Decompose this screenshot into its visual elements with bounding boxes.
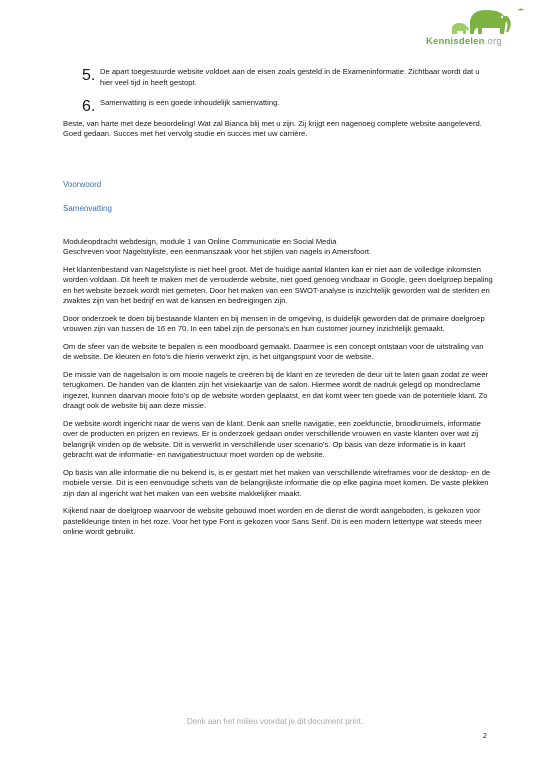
elephant-icon — [412, 6, 530, 40]
paragraph: Om de sfeer van de website te bepalen is een moodboard gemaakt. Daarmee is een concept ontstaan voor de uitstraling van de website. De kleuren en foto's die hierin verwerkt zijn, is het uitgangspunt voor de website. — [63, 341, 484, 361]
closing-remark: Beste, van harte met deze beoordeling! Wat zal Bianca blij met u zijn. Zij krijgt een nagenoeg complete website aangeleverd. Goed gedaan. Succes met het vervolg studie en succes met uw carrière. — [63, 118, 482, 138]
paragraph: De missie van de nagelsalon is om mooie nagels te creëren bij de klant en ze tevreden de deur uit te laten gaan zodat ze weer terugkomen. De handen van de klanten zijn het visiekaartje van de salon. Hiermee wordt de nadruk gelegd op mondreclame ingezet, kunnen daarvan mooie foto's op de website worden geplaatst, en dat komt weer ten goede van de potentiele klant. Zo draagt ook de website bij aan deze missie. — [63, 369, 489, 410]
paragraph: De website wordt ingericht naar de wens van de klant. Denk aan snelle navigatie, een zoekfunctie, broodkruimels, informatie over de producten en prijzen en reviews. Er is onderzoek gedaan onder verschillende vrouwen en vaste klanten over wat zij belangrijk vinden op de website. Dit is verwerkt in verschillende user scenario's. Op basis van deze informatie is in kaart gebracht wat de informatie- en navigatiestructuur moet worden op de website. — [63, 418, 481, 459]
paragraph: Het klantenbestand van Nagelstyliste is niet heel groot. Met de huidige aantal klanten kan er niet aan de volledige inkomsten worden voldaan. Dit heeft te maken met de verouderde website, niet goed genoeg vindbaar in Google, geen doelgroep bepaling en het website bezoek wordt niet gemeten. Door het maken van een SWOT-analyse is inzichtelijk geworden wat de sterkten en zwaktes zijn van het bedrijf en wat de kansen en bedreigingen zijn. — [63, 264, 493, 305]
page-number: 2 — [482, 731, 487, 740]
footer-note: Denk aan het milieu voordat je dit document print. — [186, 717, 364, 726]
kennisdelen-logo — [412, 6, 530, 50]
logo-wordmark: Kennisdelen.org — [426, 36, 502, 47]
heading-voorwoord: Voorwoord — [63, 179, 102, 189]
paragraph: Door onderzoek te doen bij bestaande klanten en bij mensen in de omgeving, is duidelijk geworden dat de primaire doelgroep vrouwen zijn van tussen de 16 en 70. In een tabel zijn de persona's en hun customer journey inzichtelijk gemaakt. — [63, 313, 485, 333]
intro-block — [63, 237, 493, 258]
intro-line: Moduleopdracht webdesign, module 1 van Online Communicatie en Social Media — [63, 236, 337, 246]
list-number: 6. — [82, 98, 96, 115]
intro-line: Geschreven voor Nagelstyliste, een eenmanszaak voor het stijlen van nagels in Amersfoort. — [63, 247, 372, 256]
list-item — [82, 98, 493, 115]
list-item-text: Samenvatting is een goede inhoudelijk samenvatting. — [100, 98, 280, 107]
list-item — [82, 67, 493, 88]
paragraph: Op basis van alle informatie die nu bekend is, is er gestart met het maken van verschillende wireframes voor de desktop- en de mobiele versie. Dit is een eenvoudige schets van de belangrijkste informatie die op elke pagina moet komen. De vaste plekken zijn dan al ingericht wat het maken van een website makkelijker maakt. — [63, 467, 491, 498]
heading-samenvatting: Samenvatting — [63, 204, 112, 213]
document-body — [63, 67, 493, 545]
list-number: 5. — [82, 67, 96, 84]
paragraph: Kijkend naar de doelgroep waarvoor de website gebouwd moet worden en de dienst die wordt aangeboden, is gekozen voor pastelkleurige tinten in het roze. Voor het type Font is gekozen voor Sans Serif. Dit is een modern lettertype wat steeds meer online wordt gebruikt. — [63, 506, 482, 536]
list-item-text: De apart toegestuurde website voldoet aan de eisen zoals gesteld in de Exameninformatie. Zichtbaar wordt dat u hier veel tijd in heeft gestopt. — [100, 67, 480, 87]
